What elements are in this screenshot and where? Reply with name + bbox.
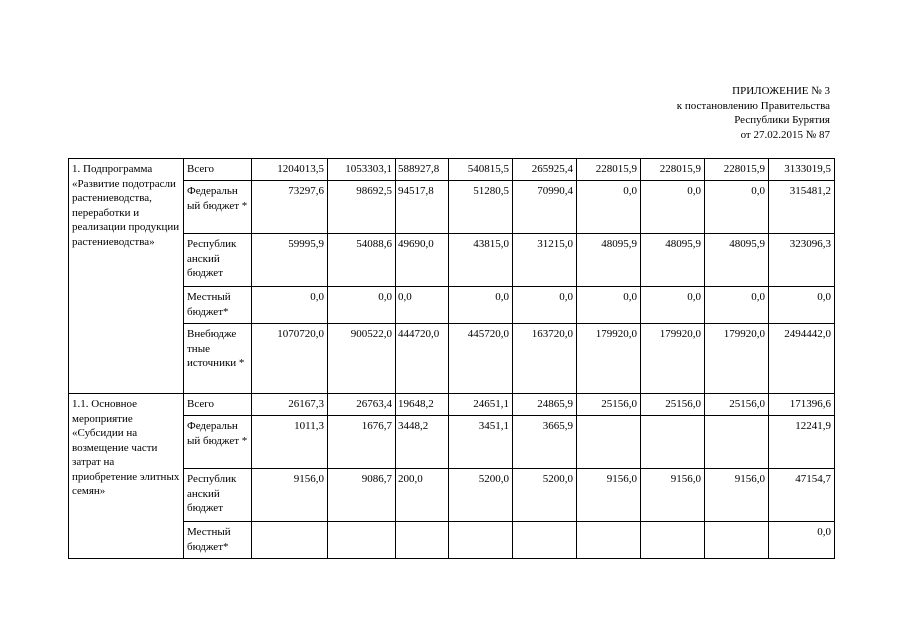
value-cell: 43815,0 <box>449 234 513 287</box>
program-title-cell: 1.1. Основное мероприятие «Субсидии на возмещение части затрат на приобретение элитных семян» <box>69 394 184 559</box>
value-cell: 98692,5 <box>328 181 396 234</box>
value-cell <box>449 522 513 559</box>
value-cell: 25156,0 <box>641 394 705 416</box>
value-cell: 540815,5 <box>449 159 513 181</box>
appendix-ref-line: Республики Бурятия <box>734 114 830 126</box>
value-cell: 228015,9 <box>577 159 641 181</box>
funding-source-cell: Местный бюджет* <box>184 287 252 324</box>
value-cell: 9156,0 <box>577 469 641 522</box>
value-cell: 70990,4 <box>513 181 577 234</box>
value-cell <box>641 522 705 559</box>
value-cell: 0,0 <box>513 287 577 324</box>
table-row <box>69 159 835 181</box>
table-row <box>69 324 835 394</box>
value-cell: 5200,0 <box>449 469 513 522</box>
appendix-header <box>677 84 830 142</box>
value-cell: 171396,6 <box>769 394 835 416</box>
table-row <box>69 181 835 234</box>
value-cell: 19648,2 <box>396 394 449 416</box>
value-cell: 228015,9 <box>641 159 705 181</box>
value-cell: 3448,2 <box>396 416 449 469</box>
table-row <box>69 416 835 469</box>
value-cell <box>641 416 705 469</box>
value-cell: 1011,3 <box>252 416 328 469</box>
funding-source-cell: Республик анский бюджет <box>184 469 252 522</box>
value-cell: 48095,9 <box>641 234 705 287</box>
value-cell: 315481,2 <box>769 181 835 234</box>
appendix-title: ПРИЛОЖЕНИЕ № 3 <box>732 85 830 97</box>
value-cell: 1204013,5 <box>252 159 328 181</box>
value-cell: 588927,8 <box>396 159 449 181</box>
appendix-date: от 27.02.2015 № 87 <box>740 128 830 141</box>
value-cell <box>577 416 641 469</box>
value-cell: 163720,0 <box>513 324 577 394</box>
value-cell: 0,0 <box>705 287 769 324</box>
funding-source-cell: Всего <box>184 394 252 416</box>
value-cell: 26763,4 <box>328 394 396 416</box>
value-cell: 73297,6 <box>252 181 328 234</box>
funding-source-cell: Федеральн ый бюджет * <box>184 181 252 234</box>
value-cell: 9156,0 <box>641 469 705 522</box>
value-cell: 3665,9 <box>513 416 577 469</box>
funding-source-cell: Местный бюджет* <box>184 522 252 559</box>
value-cell: 26167,3 <box>252 394 328 416</box>
value-cell: 1070720,0 <box>252 324 328 394</box>
value-cell: 179920,0 <box>641 324 705 394</box>
value-cell <box>252 522 328 559</box>
value-cell: 49690,0 <box>396 234 449 287</box>
value-cell <box>328 522 396 559</box>
value-cell: 9156,0 <box>252 469 328 522</box>
value-cell: 323096,3 <box>769 234 835 287</box>
value-cell: 24865,9 <box>513 394 577 416</box>
program-title-cell: 1. Подпрограмма «Развитие подотрасли растениеводства, переработки и реализации продукции растениеводства» <box>69 159 184 394</box>
value-cell <box>705 522 769 559</box>
table-row <box>69 287 835 324</box>
value-cell: 48095,9 <box>577 234 641 287</box>
table-row <box>69 469 835 522</box>
value-cell: 31215,0 <box>513 234 577 287</box>
value-cell: 0,0 <box>328 287 396 324</box>
value-cell: 1676,7 <box>328 416 396 469</box>
value-cell: 0,0 <box>769 522 835 559</box>
funding-source-cell: Всего <box>184 159 252 181</box>
value-cell <box>396 522 449 559</box>
value-cell: 0,0 <box>705 181 769 234</box>
value-cell: 0,0 <box>577 287 641 324</box>
funding-source-cell: Федеральн ый бюджет * <box>184 416 252 469</box>
value-cell: 445720,0 <box>449 324 513 394</box>
value-cell: 3133019,5 <box>769 159 835 181</box>
value-cell: 1053303,1 <box>328 159 396 181</box>
value-cell: 24651,1 <box>449 394 513 416</box>
value-cell <box>513 522 577 559</box>
value-cell: 5200,0 <box>513 469 577 522</box>
value-cell: 94517,8 <box>396 181 449 234</box>
value-cell: 0,0 <box>449 287 513 324</box>
value-cell: 0,0 <box>577 181 641 234</box>
table-row <box>69 234 835 287</box>
value-cell: 12241,9 <box>769 416 835 469</box>
value-cell: 9156,0 <box>705 469 769 522</box>
table-row <box>69 394 835 416</box>
value-cell: 0,0 <box>641 287 705 324</box>
value-cell: 9086,7 <box>328 469 396 522</box>
value-cell: 0,0 <box>641 181 705 234</box>
value-cell: 265925,4 <box>513 159 577 181</box>
value-cell: 47154,7 <box>769 469 835 522</box>
funding-source-cell: Республик анский бюджет <box>184 234 252 287</box>
value-cell <box>705 416 769 469</box>
value-cell: 25156,0 <box>705 394 769 416</box>
value-cell: 900522,0 <box>328 324 396 394</box>
value-cell: 179920,0 <box>705 324 769 394</box>
appendix-ref-line: к постановлению Правительства <box>676 99 830 112</box>
value-cell: 444720,0 <box>396 324 449 394</box>
funding-source-cell: Внебюдже тные источники * <box>184 324 252 394</box>
value-cell: 0,0 <box>252 287 328 324</box>
value-cell: 0,0 <box>769 287 835 324</box>
value-cell: 25156,0 <box>577 394 641 416</box>
value-cell: 3451,1 <box>449 416 513 469</box>
table-row <box>69 522 835 559</box>
value-cell: 228015,9 <box>705 159 769 181</box>
value-cell: 179920,0 <box>577 324 641 394</box>
value-cell: 51280,5 <box>449 181 513 234</box>
value-cell: 54088,6 <box>328 234 396 287</box>
value-cell: 0,0 <box>396 287 449 324</box>
value-cell: 200,0 <box>396 469 449 522</box>
value-cell: 2494442,0 <box>769 324 835 394</box>
value-cell: 48095,9 <box>705 234 769 287</box>
value-cell <box>577 522 641 559</box>
value-cell: 59995,9 <box>252 234 328 287</box>
budget-table <box>68 158 835 559</box>
